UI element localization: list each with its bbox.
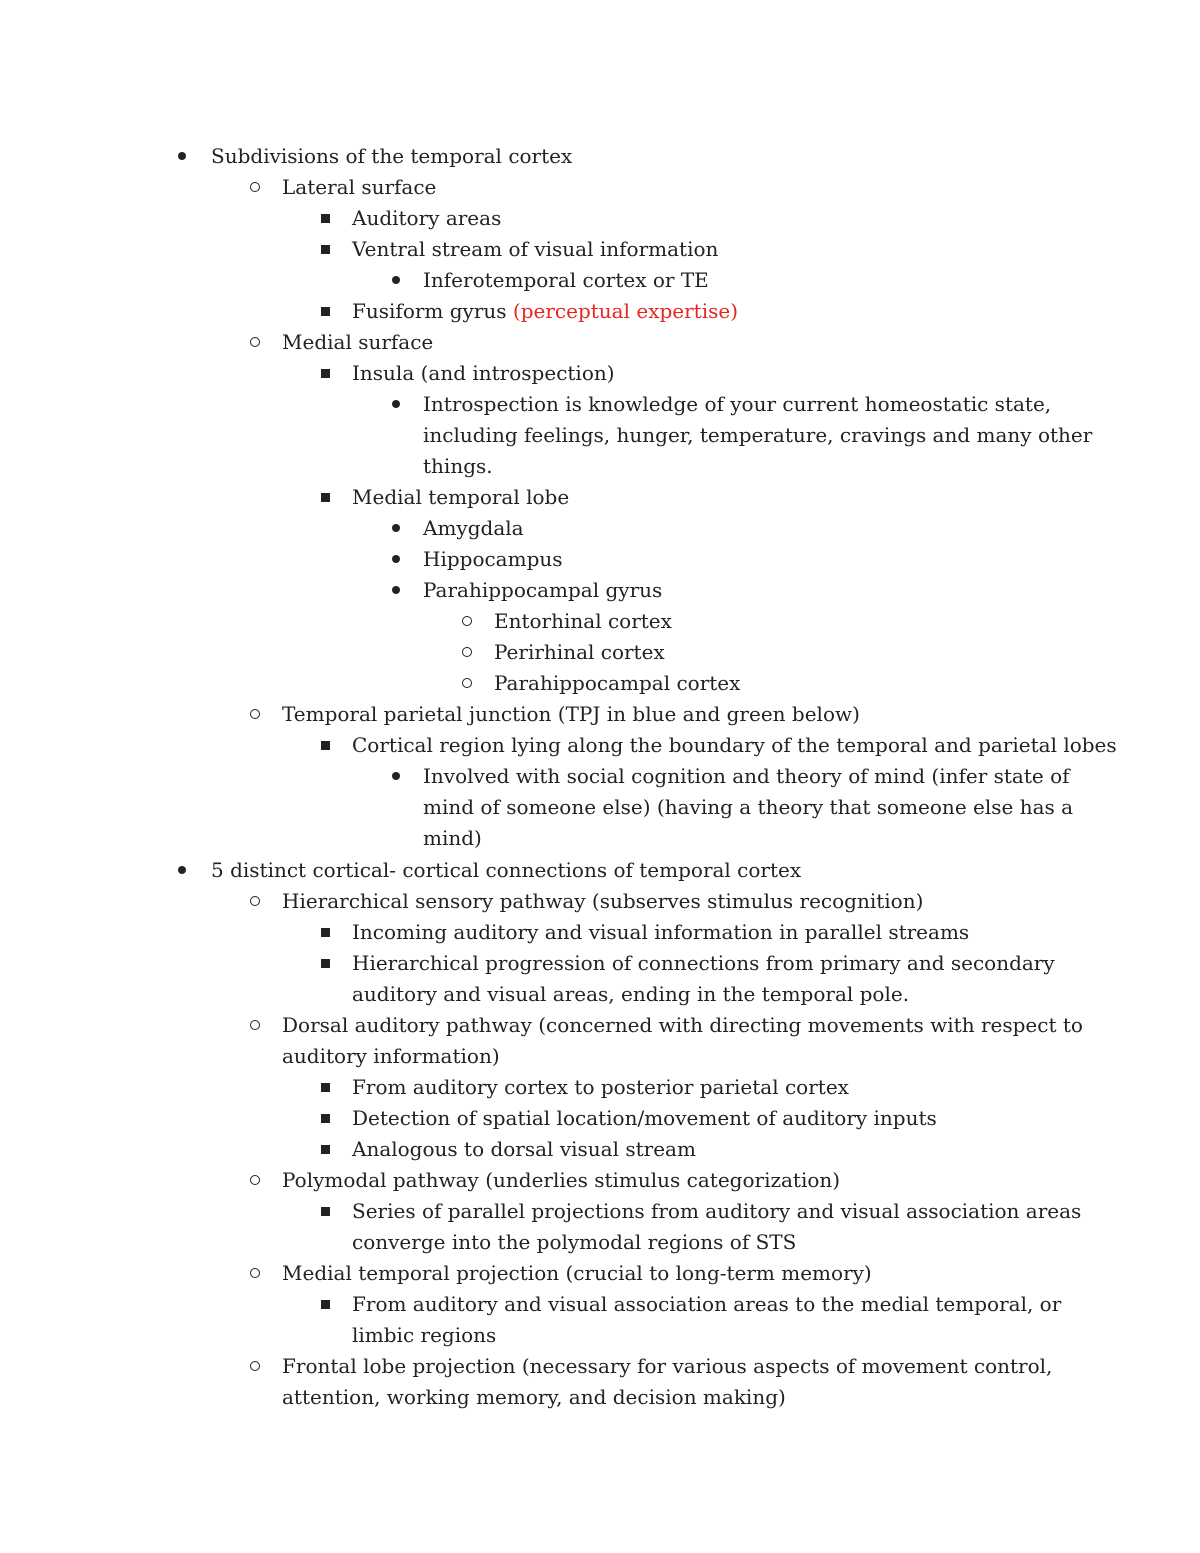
list-item-text: 5 distinct cortical- cortical connections of temporal cortex [211,858,802,882]
bullet-square-icon [319,730,331,761]
bullet-dot-icon [390,575,402,606]
list-item-text: Detection of spatial location/movement of auditory inputs [352,1106,937,1130]
bullet-ring-icon [248,886,262,917]
list-item [0,606,1200,637]
list-item-text: Auditory areas [352,206,502,230]
list-item-text: Introspection is knowledge of your current homeostatic state, [423,392,1052,416]
list-item-text: Analogous to dorsal visual stream [352,1137,696,1161]
list-item-text: Medial temporal lobe [352,485,570,509]
bullet-square-icon [319,1134,331,1165]
bullet-square-icon [319,358,331,389]
list-item [0,544,1200,575]
list-item [0,172,1200,203]
list-item [0,234,1200,265]
bullet-ring-icon [248,1165,262,1196]
list-item [0,761,1200,792]
bullet-square-icon [319,234,331,265]
list-item-text: Frontal lobe projection (necessary for various aspects of movement control, [282,1354,1053,1378]
list-item-text: Parahippocampal cortex [494,671,741,695]
list-item [0,917,1200,948]
bullet-square-icon [319,917,331,948]
bullet-square-icon [319,1196,331,1227]
list-item-text: Dorsal auditory pathway (concerned with directing movements with respect to [282,1013,1083,1037]
list-item [0,668,1200,699]
list-item-text: Medial temporal projection (crucial to long-term memory) [282,1261,872,1285]
bullet-dot-icon [176,855,188,886]
list-item-continuation [0,792,1200,823]
list-item-text: Ventral stream of visual information [352,237,719,261]
list-item-text: including feelings, hunger, temperature, cravings and many other [423,423,1093,447]
list-item-text [352,296,738,327]
bullet-ring-icon [248,327,262,358]
bullet-ring-icon [248,172,262,203]
list-item-text: Inferotemporal cortex or TE [423,268,709,292]
list-item-continuation [0,1382,1200,1413]
list-item [0,513,1200,544]
bullet-dot-icon [390,265,402,296]
list-item-text: Parahippocampal gyrus [423,578,663,602]
list-item [0,296,1200,327]
list-item-text: Lateral surface [282,175,437,199]
list-item [0,699,1200,730]
list-item [0,1351,1200,1382]
list-item [0,730,1200,761]
list-item-text: Subdivisions of the temporal cortex [211,144,573,168]
highlight-note: (perceptual expertise) [512,299,739,323]
list-item [0,1103,1200,1134]
bullet-ring-icon [248,1010,262,1041]
list-item [0,1010,1200,1041]
list-item [0,327,1200,358]
list-item-continuation [0,823,1200,854]
list-item-text: Series of parallel projections from auditory and visual association areas [352,1199,1082,1223]
list-item [0,637,1200,668]
list-item-text: Polymodal pathway (underlies stimulus categorization) [282,1168,841,1192]
bullet-square-icon [319,482,331,513]
bullet-square-icon [319,948,331,979]
list-item-text: mind) [423,826,482,850]
list-item [0,141,1200,172]
list-item-text: auditory and visual areas, ending in the temporal pole. [352,982,910,1006]
bullet-ring-icon [248,1351,262,1382]
bullet-ring-icon [248,1258,262,1289]
list-item-text: Incoming auditory and visual information in parallel streams [352,920,970,944]
bullet-square-icon [319,1072,331,1103]
list-item-text: From auditory and visual association areas to the medial temporal, or [352,1292,1062,1316]
bullet-dot-icon [390,761,402,792]
list-item-text: From auditory cortex to posterior parietal cortex [352,1075,849,1099]
list-item [0,855,1200,886]
list-item [0,389,1200,420]
bullet-square-icon [319,1103,331,1134]
list-item-text: Hierarchical progression of connections from primary and secondary [352,951,1055,975]
list-item-text: mind of someone else) (having a theory that someone else has a [423,795,1074,819]
list-item-continuation [0,979,1200,1010]
list-item-text: Cortical region lying along the boundary of the temporal and parietal lobes [352,733,1117,757]
list-item-text: Temporal parietal junction (TPJ in blue and green below) [282,702,860,726]
list-item-text: Amygdala [423,516,524,540]
bullet-square-icon [319,203,331,234]
bullet-ring-icon [248,699,262,730]
list-item-continuation [0,1227,1200,1258]
bullet-dot-icon [390,513,402,544]
list-item-text: Insula (and introspection) [352,361,615,385]
list-item-text: attention, working memory, and decision making) [282,1385,786,1409]
list-item [0,1165,1200,1196]
list-item-continuation [0,420,1200,451]
list-item-text: Hippocampus [423,547,563,571]
bullet-dot-icon [176,141,188,172]
list-item-text: Entorhinal cortex [494,609,672,633]
list-item [0,265,1200,296]
list-item-continuation [0,1041,1200,1072]
list-item [0,1134,1200,1165]
list-item-text: limbic regions [352,1323,497,1347]
list-item [0,948,1200,979]
bullet-dot-icon [390,544,402,575]
list-item-text: things. [423,454,493,478]
list-item-text: Perirhinal cortex [494,640,665,664]
list-item [0,886,1200,917]
list-item [0,1289,1200,1320]
bullet-square-icon [319,296,331,327]
bullet-ring-icon [460,668,474,699]
bullet-square-icon [319,1289,331,1320]
list-item [0,1258,1200,1289]
list-item-label: Fusiform gyrus [352,299,513,323]
list-item-text: Hierarchical sensory pathway (subserves stimulus recognition) [282,889,924,913]
list-item [0,482,1200,513]
list-item-text: Involved with social cognition and theory of mind (infer state of [423,764,1070,788]
list-item [0,1196,1200,1227]
list-item [0,1072,1200,1103]
list-item [0,358,1200,389]
list-item [0,203,1200,234]
bullet-dot-icon [390,389,402,420]
list-item-continuation [0,1320,1200,1351]
list-item-text: auditory information) [282,1044,500,1068]
list-item-text: converge into the polymodal regions of STS [352,1230,797,1254]
bullet-ring-icon [460,606,474,637]
list-item-continuation [0,451,1200,482]
list-item [0,575,1200,606]
list-item-text: Medial surface [282,330,434,354]
bullet-ring-icon [460,637,474,668]
